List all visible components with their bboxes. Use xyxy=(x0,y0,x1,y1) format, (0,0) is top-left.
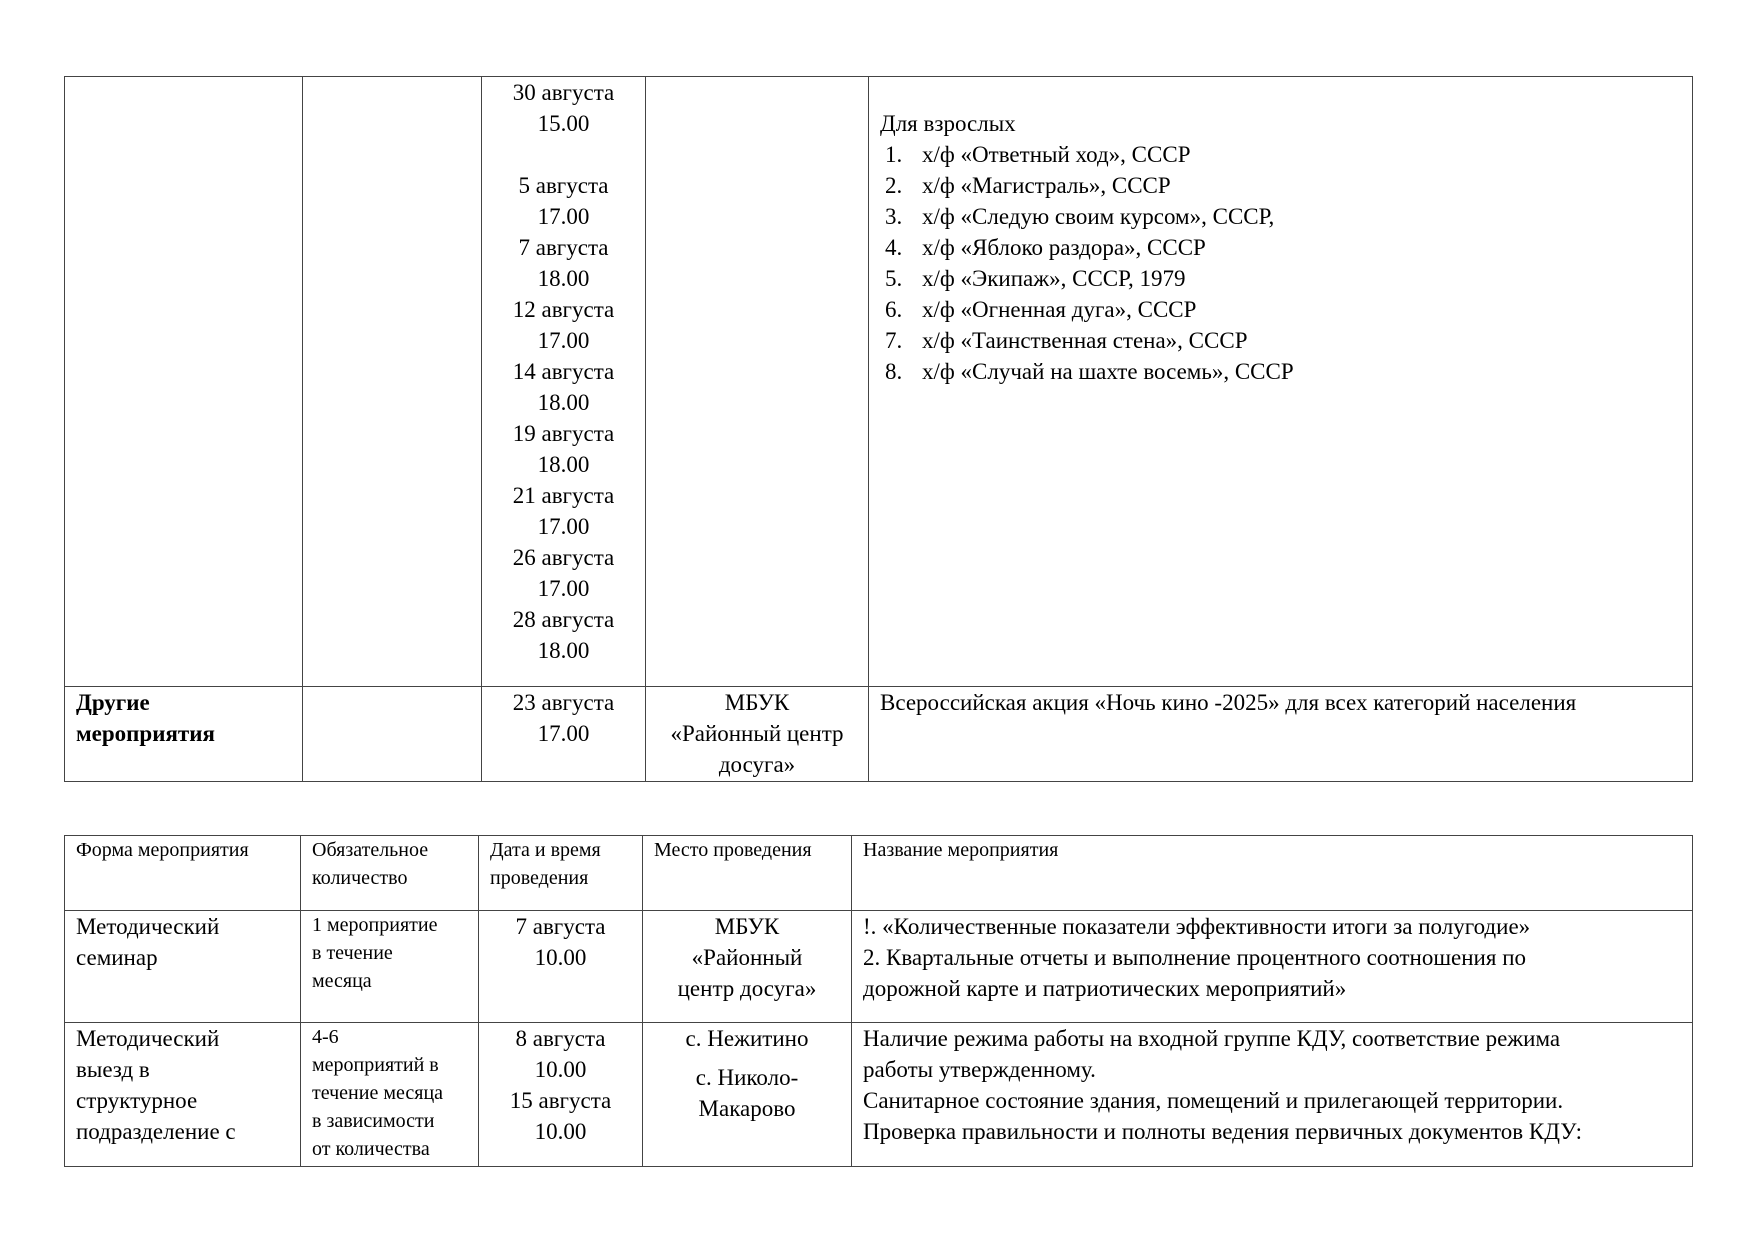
adults-heading: Для взрослых xyxy=(880,111,1016,136)
time: 18.00 xyxy=(537,452,590,477)
table-row xyxy=(65,1023,1693,1167)
list-item: 7. х/ф «Таинственная стена», СССР xyxy=(885,328,1248,353)
name-cell xyxy=(869,77,1693,687)
table-header-row xyxy=(65,836,1693,911)
count-cell: 1 мероприятие в течение месяца xyxy=(301,911,479,1023)
date: 30 августа xyxy=(512,80,615,105)
events-table-2 xyxy=(64,835,1693,1167)
place-cell: МБУК «Районный центр досуга» xyxy=(646,687,869,782)
header-name: Название мероприятия xyxy=(852,836,1693,911)
place-cell: МБУК «Районный центр досуга» xyxy=(643,911,852,1023)
time: 15.00 xyxy=(537,111,590,136)
dates-cell: 23 августа 17.00 xyxy=(482,687,646,782)
table-row xyxy=(65,77,1693,687)
form-cell: Методический семинар xyxy=(65,911,301,1023)
time: 18.00 xyxy=(537,266,590,291)
events-table-1 xyxy=(64,76,1693,782)
dates-cell: 7 августа 10.00 xyxy=(479,911,643,1023)
time: 18.00 xyxy=(537,638,590,663)
count-cell xyxy=(303,687,482,782)
form-cell: Методический выезд в структурное подразделение с xyxy=(65,1023,301,1167)
name-cell: Всероссийская акция «Ночь кино -2025» для всех категорий населения xyxy=(869,687,1693,782)
table-row xyxy=(65,687,1693,782)
date: 7 августа xyxy=(518,235,609,260)
time: 17.00 xyxy=(537,514,590,539)
time: 17.00 xyxy=(537,328,590,353)
date: 19 августа xyxy=(512,421,615,446)
name-cell: !. «Количественные показатели эффективности итоги за полугодие» 2. Квартальные отчеты и выполнение процентного соотношения по дорожной карте и патриотических мероприятий» xyxy=(852,911,1693,1023)
date: 14 августа xyxy=(512,359,615,384)
dates-cell: 8 августа 10.00 15 августа 10.00 xyxy=(479,1023,643,1167)
list-item: 3. х/ф «Следую своим курсом», СССР, xyxy=(885,204,1275,229)
name-cell: Наличие режима работы на входной группе КДУ, соответствие режима работы утвержденному. Санитарное состояние здания, помещений и прилегающей территории. Проверка правильности и полноты ведения первичных документов КДУ: xyxy=(852,1023,1693,1167)
header-form: Форма мероприятия xyxy=(65,836,301,911)
film-list xyxy=(880,139,1681,387)
date: 5 августа xyxy=(518,173,609,198)
header-place: Место проведения xyxy=(643,836,852,911)
place-cell: с. Нежитино с. Николо- Макарово xyxy=(643,1023,852,1167)
list-item: 5. х/ф «Экипаж», СССР, 1979 xyxy=(885,266,1186,291)
list-item: 1. х/ф «Ответный ход», СССР xyxy=(885,142,1191,167)
table-row xyxy=(65,911,1693,1023)
count-cell: 4-6 мероприятий в течение месяца в зависимости от количества xyxy=(301,1023,479,1167)
time: 17.00 xyxy=(537,576,590,601)
form-cell: Другие мероприятия xyxy=(65,687,303,782)
list-item: 2. х/ф «Магистраль», СССР xyxy=(885,173,1171,198)
dates-cell xyxy=(482,77,646,687)
header-count: Обязательное количество xyxy=(301,836,479,911)
date: 21 августа xyxy=(512,483,615,508)
list-item: 8. х/ф «Случай на шахте восемь», СССР xyxy=(885,359,1294,384)
time: 17.00 xyxy=(537,204,590,229)
header-date: Дата и время проведения xyxy=(479,836,643,911)
list-item: 4. х/ф «Яблоко раздора», СССР xyxy=(885,235,1206,260)
date: 28 августа xyxy=(512,607,615,632)
count-cell xyxy=(303,77,482,687)
date: 12 августа xyxy=(512,297,615,322)
form-cell xyxy=(65,77,303,687)
date: 26 августа xyxy=(512,545,615,570)
place-cell xyxy=(646,77,869,687)
time: 18.00 xyxy=(537,390,590,415)
list-item: 6. х/ф «Огненная дуга», СССР xyxy=(885,297,1197,322)
